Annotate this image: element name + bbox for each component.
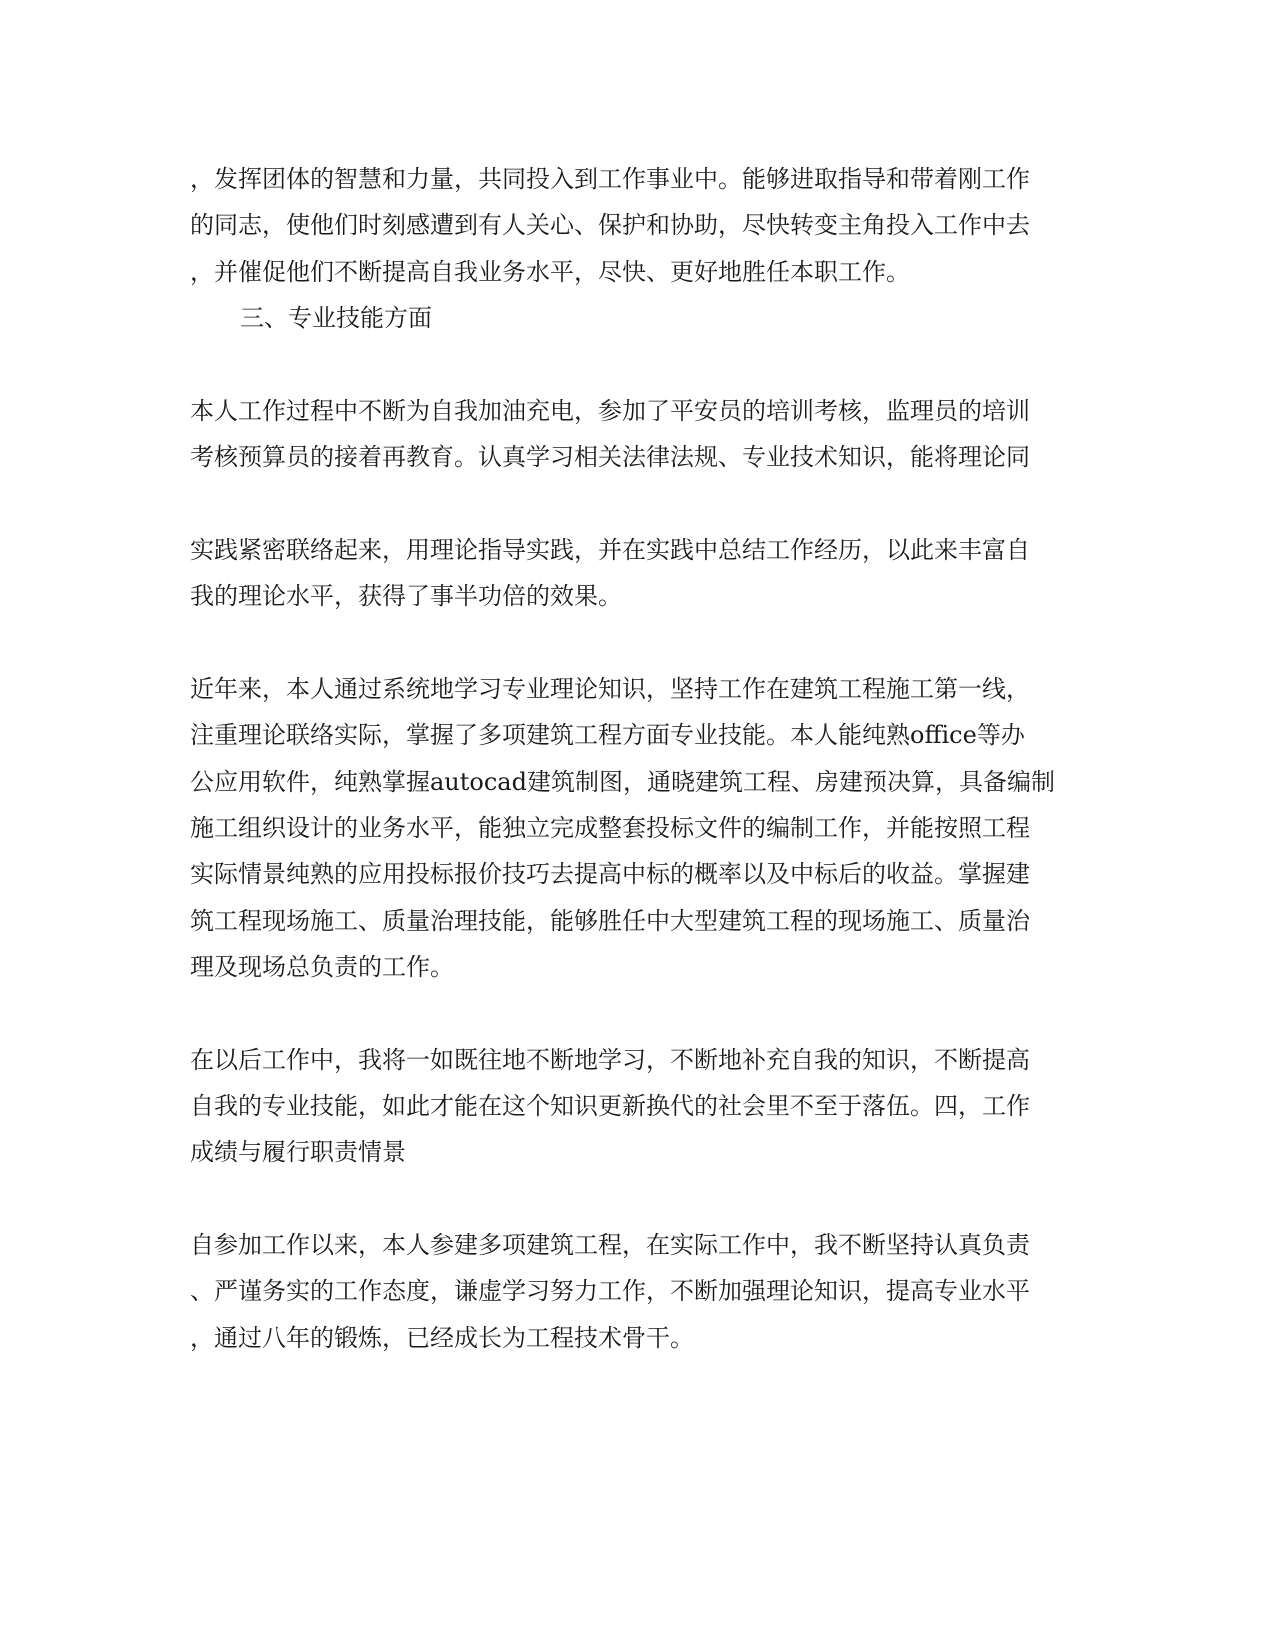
text-line: 施工组织设计的业务水平，能独立完成整套投标文件的编制工作，并能按照工程 — [190, 814, 1030, 842]
text-line: 实践紧密联络起来，用理论指导实践，并在实践中总结工作经历，以此来丰富自 — [190, 536, 1030, 564]
section-heading: 三、专业技能方面 — [240, 304, 432, 332]
text-line: 公应用软件，纯熟掌握autocad建筑制图，通晓建筑工程、房建预决算，具备编制 — [190, 768, 1055, 796]
text-line: 在以后工作中，我将一如既往地不断地学习，不断地补充自我的知识，不断提高 — [190, 1046, 1030, 1074]
text-line: 自我的专业技能，如此才能在这个知识更新换代的社会里不至于落伍。四，工作 — [190, 1092, 1030, 1120]
text-line: 考核预算员的接着再教育。认真学习相关法律法规、专业技术知识，能将理论同 — [190, 443, 1030, 471]
text-line: ，通过八年的锻炼，已经成长为工程技术骨干。 — [190, 1324, 694, 1352]
text-line: 理及现场总负责的工作。 — [190, 953, 454, 981]
text-line: 筑工程现场施工、质量治理技能，能够胜任中大型建筑工程的现场施工、质量治 — [190, 907, 1030, 935]
text-line: 本人工作过程中不断为自我加油充电，参加了平安员的培训考核，监理员的培训 — [190, 397, 1030, 425]
text-line: ，并催促他们不断提高自我业务水平，尽快、更好地胜任本职工作。 — [190, 258, 910, 286]
text-line: 注重理论联络实际，掌握了多项建筑工程方面专业技能。本人能纯熟office等办 — [190, 721, 1025, 749]
text-line: 自参加工作以来，本人参建多项建筑工程，在实际工作中，我不断坚持认真负责 — [190, 1231, 1030, 1259]
text-line: 近年来，本人通过系统地学习专业理论知识，坚持工作在建筑工程施工第一线， — [190, 675, 1030, 703]
text-line: 成绩与履行职责情景 — [190, 1138, 406, 1166]
text-line: 实际情景纯熟的应用投标报价技巧去提高中标的概率以及中标后的收益。掌握建 — [190, 860, 1030, 888]
text-line: 我的理论水平，获得了事半功倍的效果。 — [190, 582, 622, 610]
text-line: 的同志，使他们时刻感遭到有人关心、保护和协助，尽快转变主角投入工作中去 — [190, 211, 1030, 239]
text-line: ，发挥团体的智慧和力量，共同投入到工作事业中。能够进取指导和带着刚工作 — [190, 165, 1030, 193]
text-line: 、严谨务实的工作态度，谦虚学习努力工作，不断加强理论知识，提高专业水平 — [190, 1277, 1030, 1305]
